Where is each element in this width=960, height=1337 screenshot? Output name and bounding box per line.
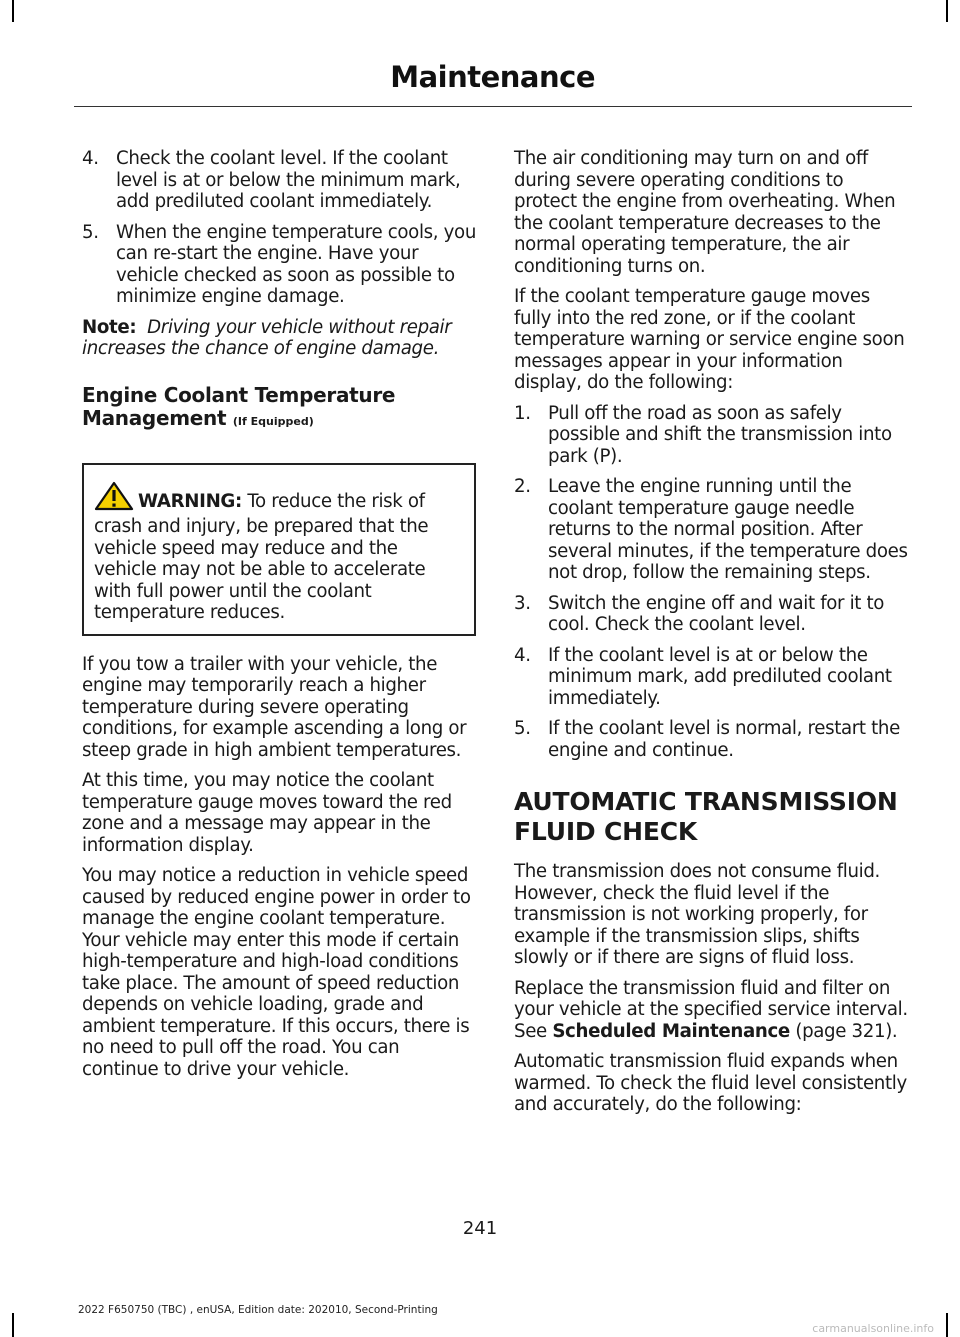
paragraph: The air conditioning may turn on and off during severe operating conditions to protect the engine from overheating. When the coolant temperature decreases to the normal operating temperature, the air conditioning turns on. <box>514 148 896 277</box>
right-column <box>514 148 910 1125</box>
step-text: When the engine temperature cools, you can re-start the engine. Have your vehicle checked as soon as possible to minimize engine damage. <box>116 221 477 307</box>
section-title-line-1: AUTOMATIC TRANSMISSION <box>514 787 898 816</box>
watermark: carmanualsonline.info <box>812 1322 934 1335</box>
note-text: Driving your vehicle without repair increases the chance of engine damage. <box>82 316 452 359</box>
list-item <box>82 148 476 213</box>
overheat-steps-list <box>514 403 910 762</box>
step-text: Leave the engine running until the coolant temperature gauge needle returns to the normal position. After several minutes, if the temperature does not drop, follow the remaining steps. <box>548 476 908 583</box>
step-text: Pull off the road as soon as safely possible and shift the transmission into park (P). <box>548 402 892 467</box>
step-number: 3. <box>514 592 531 614</box>
list-item <box>514 403 910 468</box>
footer-edition-info: 2022 F650750 (TBC) , enUSA, Edition date: 202010, Second-Printing <box>78 1304 438 1316</box>
step-text: If the coolant level is at or below the minimum mark, add prediluted coolant immediately. <box>548 644 892 709</box>
step-number: 2. <box>514 476 531 497</box>
page-number: 241 <box>462 1218 498 1239</box>
warning-label: WARNING: <box>138 490 242 512</box>
header-divider <box>74 106 912 107</box>
crop-mark <box>946 1313 948 1337</box>
paragraph: If you tow a trailer with your vehicle, the engine may temporarily reach a higher temperature during severe operating conditions, for example ascending a long or steep grade in high ambient temperatures. <box>82 653 467 761</box>
paragraph <box>514 978 910 1043</box>
note-label: Note: <box>82 316 137 338</box>
section-heading <box>514 787 910 847</box>
paragraph: If the coolant temperature gauge moves fully into the red zone, or if the coolant temperature warning or service engine soon messages appear in your information display, do the following: <box>514 286 905 393</box>
left-column <box>82 148 476 1089</box>
crop-mark <box>12 0 14 22</box>
step-number: 4. <box>514 644 531 666</box>
page-reference: (page 321). <box>789 1020 898 1042</box>
warning-triangle-icon <box>94 481 134 517</box>
cross-reference-link[interactable]: Scheduled Maintenance <box>552 1020 790 1042</box>
step-number: 5. <box>514 718 531 739</box>
step-number: 1. <box>514 402 531 424</box>
warning-text: To reduce the risk of crash and injury, be prepared that the vehicle speed may reduce and the vehicle may not be able to accelerate with full power until the coolant temperature reduces. <box>94 490 429 623</box>
coolant-steps-list <box>82 148 476 308</box>
subsection-heading <box>82 384 476 433</box>
step-number: 5. <box>82 221 99 243</box>
crop-mark <box>946 0 948 22</box>
paragraph: At this time, you may notice the coolant temperature gauge moves toward the red zone and a message may appear in the information display. <box>82 770 452 856</box>
paragraph: Automatic transmission fluid expands when warmed. To check the fluid level consistently and accurately, do the following: <box>514 1051 907 1115</box>
warning-box <box>82 463 476 636</box>
list-item <box>514 593 910 636</box>
list-item <box>514 645 910 710</box>
step-text: Check the coolant level. If the coolant level is at or below the minimum mark, add prediluted coolant immediately. <box>116 148 461 212</box>
equipped-tag: (If Equipped) <box>232 414 314 428</box>
section-title-line-2: FLUID CHECK <box>514 817 698 846</box>
page-title: Maintenance <box>390 60 595 94</box>
list-item <box>82 222 476 308</box>
step-number: 4. <box>82 148 99 169</box>
list-item <box>514 476 910 584</box>
step-text: Switch the engine off and wait for it to cool. Check the coolant level. <box>548 592 885 635</box>
crop-mark <box>12 1313 14 1337</box>
step-text: If the coolant level is normal, restart the engine and continue. <box>548 718 900 761</box>
paragraph: You may notice a reduction in vehicle speed caused by reduced engine power in order to manage the engine coolant temperature. Your vehicle may enter this mode if certain high-temperature and high-load conditions take place. The amount of speed reduction depends on vehicle loading, grade and ambient temperature. If this occurs, there is no need to pull off the road. You can continue to drive your vehicle. <box>82 865 471 1080</box>
subsection-title: Engine Coolant Temperature Management <box>82 382 396 430</box>
paragraph: The transmission does not consume fluid. However, check the fluid level if the transmission is not working properly, for example if the transmission slips, shifts slowly or if there are signs of fluid loss. <box>514 861 880 968</box>
list-item <box>514 718 910 761</box>
paragraph-text: Replace the transmission fluid and filter on your vehicle at the specified service interval. See <box>514 977 908 1042</box>
note <box>82 317 476 360</box>
